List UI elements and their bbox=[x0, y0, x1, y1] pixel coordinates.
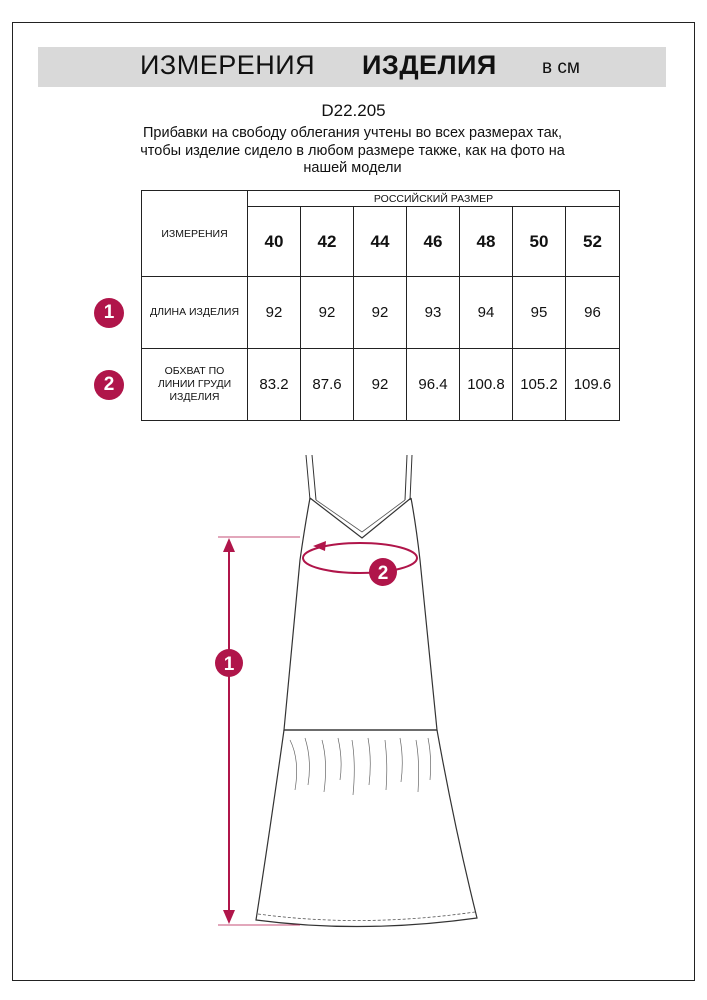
table-cell: 100.8 bbox=[460, 349, 513, 421]
size-header: 42 bbox=[301, 207, 354, 277]
table-cell: 83.2 bbox=[248, 349, 301, 421]
size-system-header: РОССИЙСКИЙ РАЗМЕР bbox=[248, 191, 620, 207]
length-marker: 1 bbox=[223, 654, 235, 675]
row-label-line: ОБХВАТ ПО bbox=[164, 365, 225, 377]
table-cell: 92 bbox=[354, 277, 407, 349]
table-cell: 92 bbox=[354, 349, 407, 421]
table-cell: 87.6 bbox=[301, 349, 354, 421]
table-cell: 93 bbox=[407, 277, 460, 349]
row-label-line: ИЗДЕЛИЯ bbox=[169, 391, 220, 403]
neckline-inner bbox=[316, 500, 405, 532]
hem-stitch bbox=[258, 912, 475, 921]
size-header: 46 bbox=[407, 207, 460, 277]
length-arrow-up bbox=[223, 538, 235, 552]
title-garment: ИЗДЕЛИЯ bbox=[362, 50, 497, 80]
length-arrow-down bbox=[223, 910, 235, 924]
table-cell: 92 bbox=[248, 277, 301, 349]
size-header: 44 bbox=[354, 207, 407, 277]
fit-note-line: чтобы изделие сидело в любом размере также, как на фото на bbox=[140, 142, 565, 159]
table-cell: 96 bbox=[566, 277, 620, 349]
dress-bodice bbox=[284, 498, 437, 730]
table-cell: 94 bbox=[460, 277, 513, 349]
row-label-length: ДЛИНА ИЗДЕЛИЯ bbox=[142, 277, 248, 349]
size-header: 40 bbox=[248, 207, 301, 277]
table-cell: 95 bbox=[513, 277, 566, 349]
fit-note-line: Прибавки на свободу облегания учтены во всех размерах так, bbox=[142, 125, 563, 141]
row-label-line: ЛИНИИ ГРУДИ bbox=[157, 378, 232, 390]
chest-marker: 2 bbox=[377, 563, 389, 584]
size-header: 50 bbox=[513, 207, 566, 277]
size-header: 52 bbox=[566, 207, 620, 277]
skirt-gathers bbox=[290, 738, 431, 795]
chest-badge: 2 bbox=[94, 370, 124, 400]
table-cell: 96.4 bbox=[407, 349, 460, 421]
table-cell: 105.2 bbox=[513, 349, 566, 421]
neckline bbox=[310, 498, 411, 538]
table-cell: 109.6 bbox=[566, 349, 620, 421]
measurements-header: ИЗМЕРЕНИЯ bbox=[142, 191, 248, 277]
left-strap bbox=[306, 455, 316, 500]
table-cell: 92 bbox=[301, 277, 354, 349]
fit-note-line: нашей модели bbox=[303, 160, 402, 176]
dress-skirt bbox=[256, 730, 477, 927]
product-code: D22.205 bbox=[321, 101, 386, 120]
length-badge: 1 bbox=[94, 298, 124, 328]
title-measurements: ИЗМЕРЕНИЯ bbox=[140, 50, 316, 80]
right-strap bbox=[405, 455, 412, 500]
size-header: 48 bbox=[460, 207, 513, 277]
title-unit: в см bbox=[542, 57, 580, 78]
